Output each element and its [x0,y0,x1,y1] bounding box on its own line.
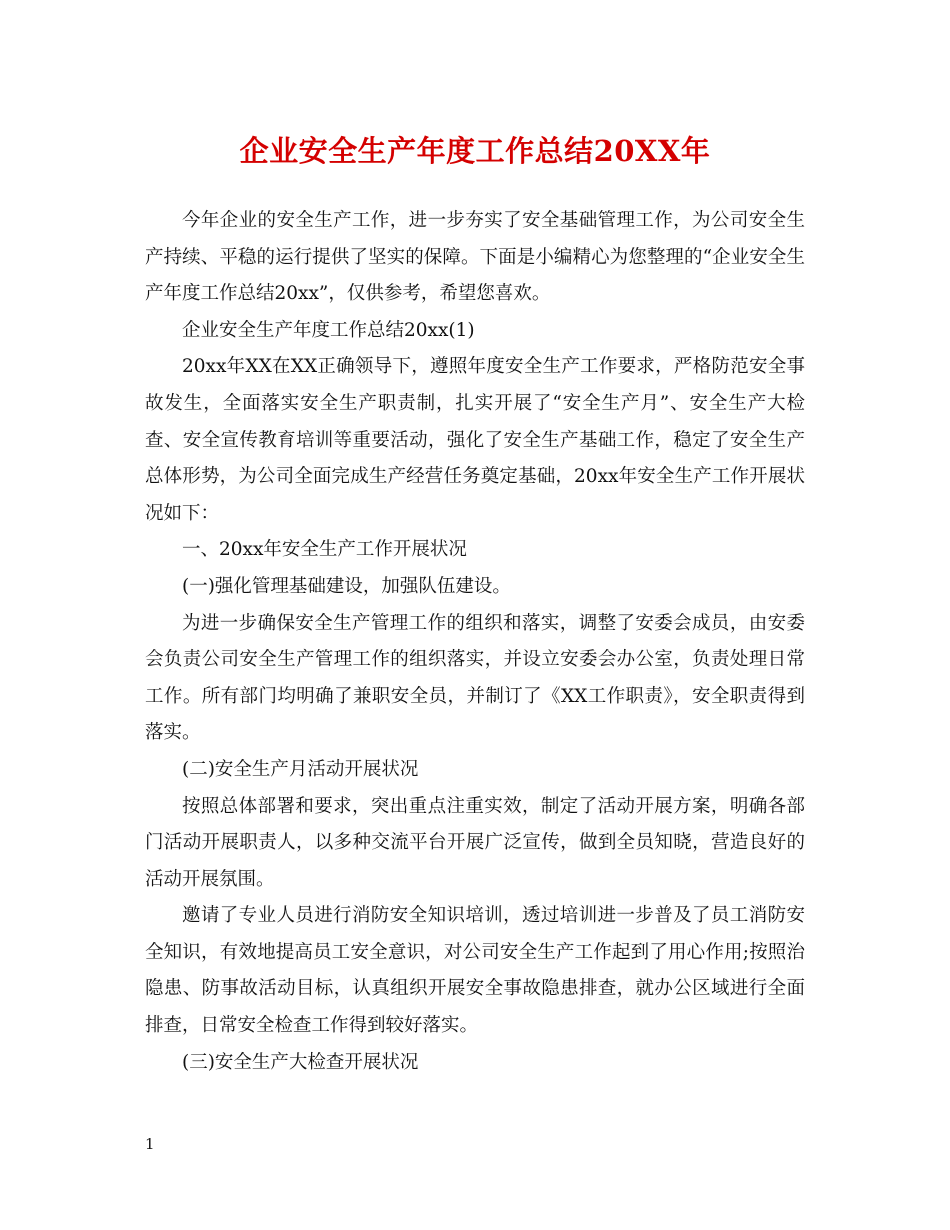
paragraph-intro: 今年企业的安全生产工作，进一步夯实了安全基础管理工作，为公司安全生产持续、平稳的运行提供了坚实的保障。下面是小编精心为您整理的“企业安全生产年度工作总结20xx”，仅供参考，希望您喜欢。 [145,210,805,305]
paragraph-subtitle: 企业安全生产年度工作总结20xx(1) [182,319,475,341]
document-title: 企业安全生产年度工作总结20XX年 [239,134,711,168]
paragraph-training: 邀请了专业人员进行消防安全知识培训，透过培训进一步普及了员工消防安全知识，有效地提高员工安全意识，对公司安全生产工作起到了用心作用;按照治隐患、防事故活动目标，认真组织开展安全事故隐患排查，就办公区域进行全面排查，日常安全检查工作得到较好落实。 [145,905,805,1037]
paragraph-activity: 按照总体部署和要求，突出重点注重实效，制定了活动开展方案，明确各部门活动开展职责人，以多种交流平台开展广泛宣传，做到全员知晓，营造良好的活动开展氛围。 [145,795,805,890]
paragraph-overview: 20xx年XX在XX正确领导下，遵照年度安全生产工作要求，严格防范安全事故发生，全面落实安全生产职责制，扎实开展了“安全生产月”、安全生产大检查、安全宣传教育培训等重要活动，强化了安全生产基础工作，稳定了安全生产总体形势，为公司全面完成生产经营任务奠定基础，20xx年安全生产工作开展状况如下： [145,356,805,524]
subsection-heading-1: (一)强化管理基础建设，加强队伍建设。 [182,575,511,597]
subsection-heading-2: (二)安全生产月活动开展状况 [182,758,419,780]
paragraph-management: 为进一步确保安全生产管理工作的组织和落实，调整了安委会成员，由安委会负责公司安全生产管理工作的组织落实，并设立安委会办公室，负责处理日常工作。所有部门均明确了兼职安全员，并制订了《XX工作职责》，安全职责得到落实。 [145,612,805,744]
document-body [145,203,805,1081]
page-number: 1 [145,1135,155,1153]
subsection-heading-3: (三)安全生产大检查开展状况 [182,1051,419,1073]
section-heading-1: 一、20xx年安全生产工作开展状况 [182,539,467,561]
